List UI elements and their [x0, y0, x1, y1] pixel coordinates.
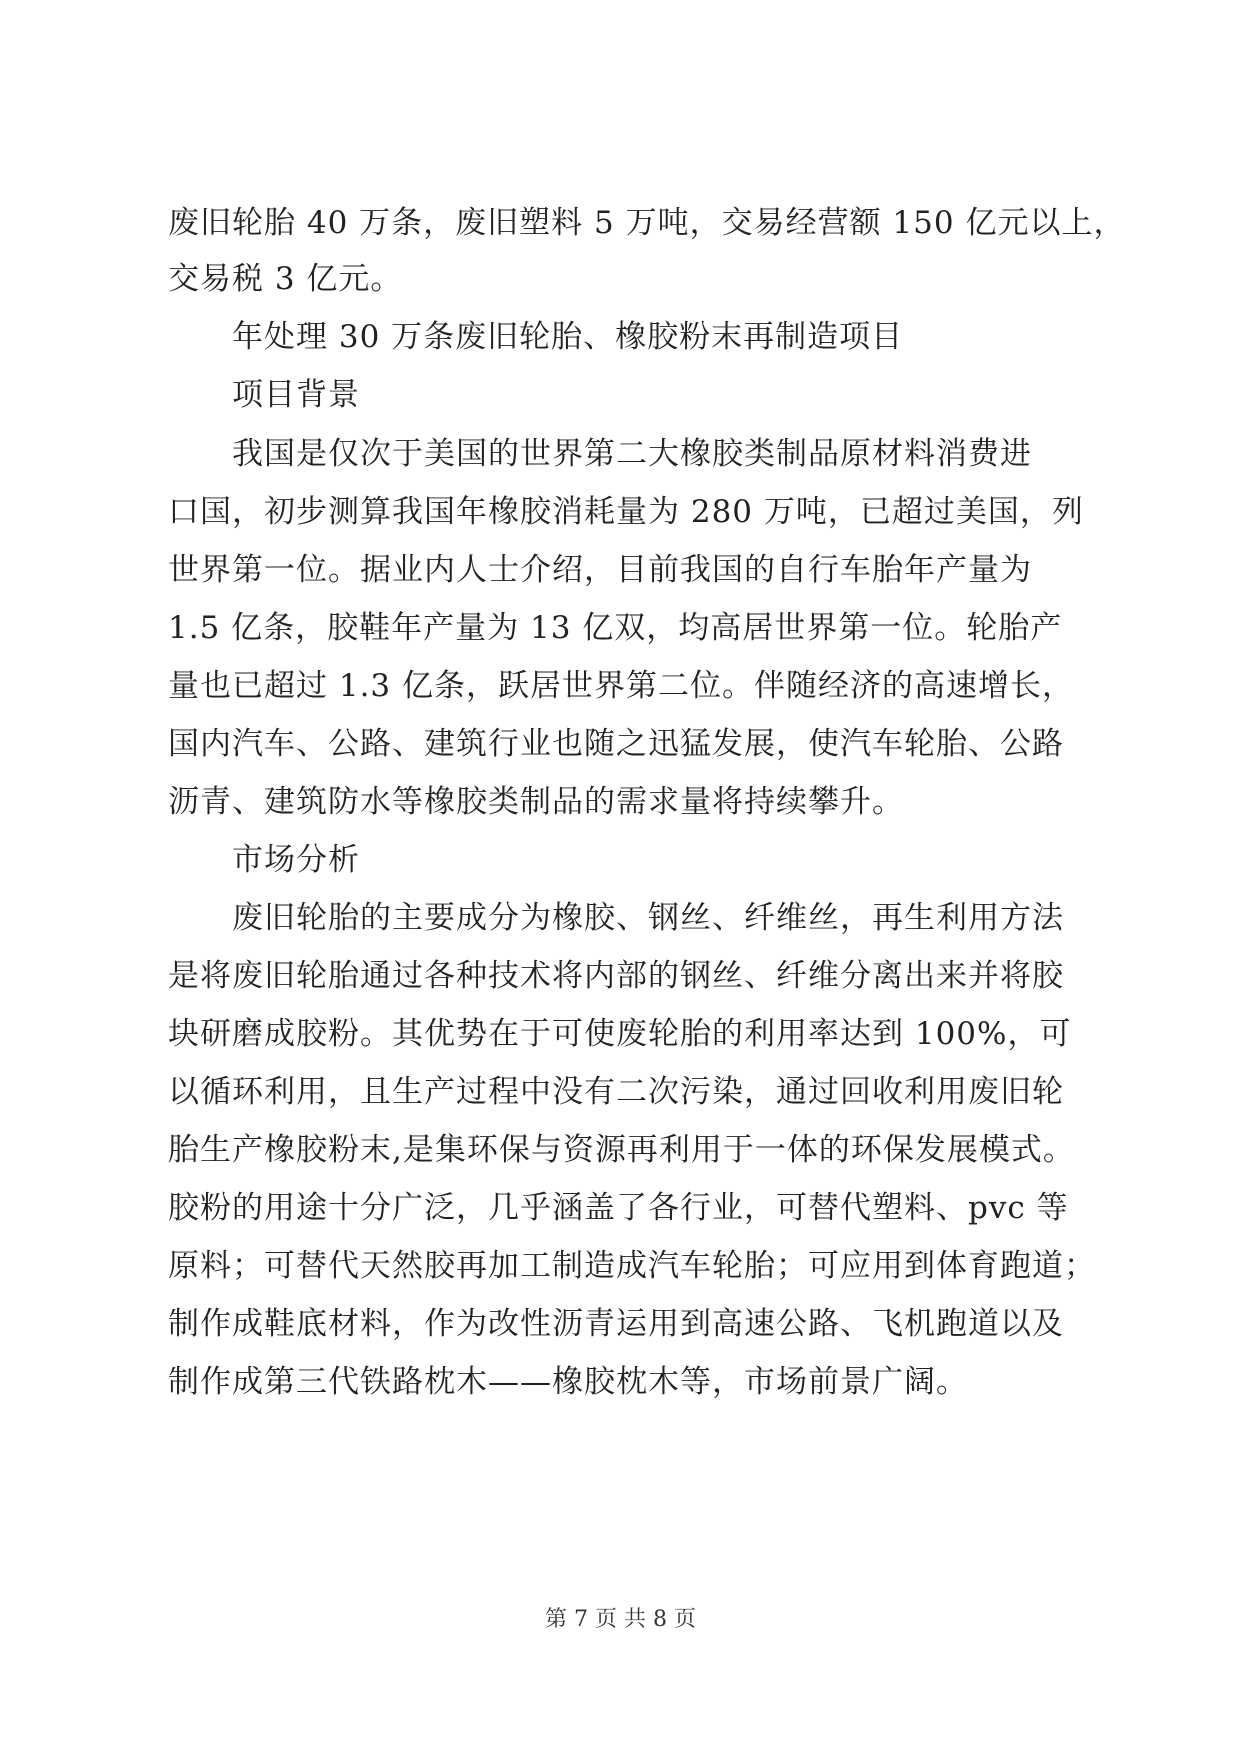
text-line: 废旧轮胎的主要成分为橡胶、钢丝、纤维丝，再生利用方法 [232, 900, 1064, 936]
text-line: 废旧轮胎 40 万条，废旧塑料 5 万吨，交易经营额 150 亿元以上， [168, 205, 1126, 241]
text-line: 原料；可替代天然胶再加工制造成汽车轮胎；可应用到体育跑道； [168, 1248, 1096, 1284]
text-line: 世界第一位。据业内人士介绍，目前我国的自行车胎年产量为 [168, 552, 1032, 588]
page-number-footer: 第 7 页 共 8 页 [545, 1607, 696, 1632]
text-line: 1.5 亿条，胶鞋年产量为 13 亿双，均高居世界第一位。轮胎产 [168, 610, 1063, 646]
text-line: 是将废旧轮胎通过各种技术将内部的钢丝、纤维分离出来并将胶 [168, 958, 1064, 994]
text-line: 制作成第三代铁路枕木——橡胶枕木等，市场前景广阔。 [168, 1364, 968, 1400]
text-line: 国内汽车、公路、建筑行业也随之迅猛发展，使汽车轮胎、公路 [168, 726, 1064, 762]
text-line: 块研磨成胶粉。其优势在于可使废轮胎的利用率达到 100%，可 [168, 1016, 1072, 1052]
text-line: 交易税 3 亿元。 [168, 261, 403, 297]
text-line: 胶粉的用途十分广泛，几乎涵盖了各行业，可替代塑料、pvc 等 [168, 1190, 1069, 1226]
section-title: 年处理 30 万条废旧轮胎、橡胶粉末再制造项目 [232, 319, 904, 355]
text-line: 胎生产橡胶粉末,是集环保与资源再利用于一体的环保发展模式。 [168, 1132, 1075, 1168]
text-line: 以循环利用，且生产过程中没有二次污染，通过回收利用废旧轮 [168, 1074, 1064, 1110]
section-heading: 项目背景 [232, 377, 360, 413]
section-heading: 市场分析 [232, 842, 360, 878]
text-line: 量也已超过 1.3 亿条，跃居世界第二位。伴随经济的高速增长， [168, 668, 1075, 704]
text-line: 口国，初步测算我国年橡胶消耗量为 280 万吨，已超过美国，列 [168, 494, 1084, 530]
text-line: 我国是仅次于美国的世界第二大橡胶类制品原材料消费进 [232, 436, 1032, 472]
text-line: 沥青、建筑防水等橡胶类制品的需求量将持续攀升。 [168, 784, 904, 820]
text-line: 制作成鞋底材料，作为改性沥青运用到高速公路、飞机跑道以及 [168, 1306, 1064, 1342]
